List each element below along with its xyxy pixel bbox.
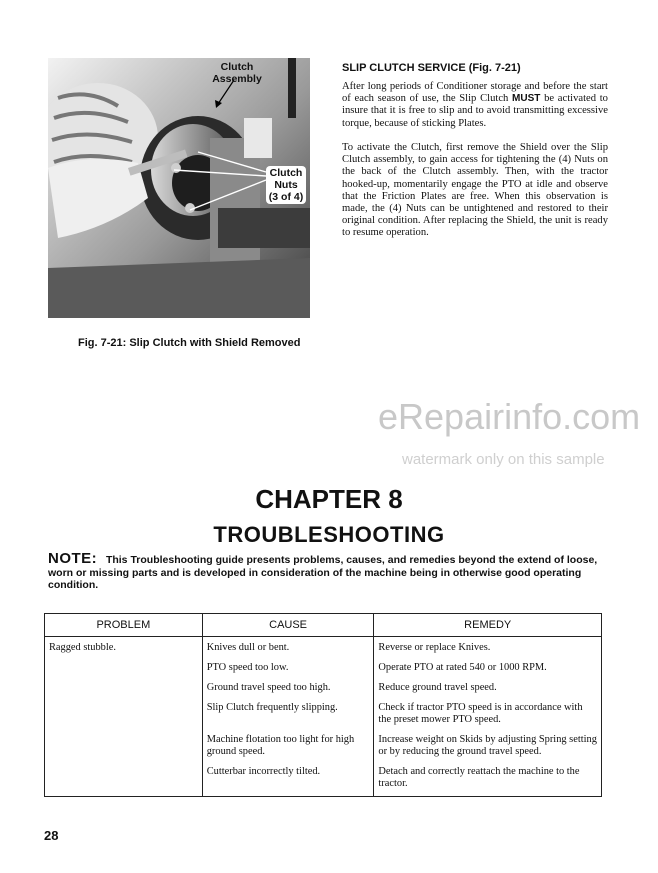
section-paragraph-2: To activate the Clutch, first remove the Shield over the Slip Clutch assembly, to gain access for tightening the (4) Nuts on the back of the Clutch assembly. Then, with the tractor hooked-up, momentarily engage the PTO at idle and observe that the Friction Plates are free. When this observation is made, the (4) Nuts can be untightened and restored to their original condition. After replacing the Shield, the unit is ready to resume operation.: [342, 142, 608, 239]
remedy-cell: Increase weight on Skids by adjusting Spring setting or by reducing the ground travel speed.: [374, 730, 602, 762]
problem-cell-empty: [45, 698, 203, 730]
page-number: 28: [44, 828, 59, 843]
section-paragraph-1: [342, 81, 608, 130]
note-text: This Troubleshooting guide presents problems, causes, and remedies beyond the extend of loose, worn or missing parts and is developed in consideration of the machine being in otherwise good operating condition.: [48, 554, 598, 591]
cause-cell: Cutterbar incorrectly tilted.: [202, 762, 374, 797]
problem-cell-empty: [45, 658, 203, 678]
table-row: [45, 762, 602, 797]
cause-cell: Knives dull or bent.: [202, 637, 374, 659]
callout-nuts-line1: Clutch: [269, 167, 303, 179]
table-row: [45, 658, 602, 678]
header-remedy: REMEDY: [374, 614, 602, 637]
problem-cell-empty: [45, 762, 203, 797]
chapter-title: CHAPTER 8: [255, 484, 403, 514]
table-header-row: [45, 614, 602, 637]
table-row: [45, 678, 602, 698]
section-title: SLIP CLUTCH SERVICE (Fig. 7-21): [342, 62, 521, 74]
remedy-cell: Check if tractor PTO speed is in accordance with the preset mower PTO speed.: [374, 698, 602, 730]
cause-cell: Machine flotation too light for high ground speed.: [202, 730, 374, 762]
remedy-cell: Reduce ground travel speed.: [374, 678, 602, 698]
callout-assembly-line2: Assembly: [212, 73, 262, 85]
para1-before: After long periods of Conditioner storage and before the start of each season of use, the Slip Clutch: [342, 81, 608, 105]
header-cause: CAUSE: [202, 614, 374, 637]
problem-cell-empty: [45, 730, 203, 762]
troubleshooting-table: [44, 613, 602, 797]
note-label: NOTE:: [48, 550, 98, 567]
frame-bracket: [244, 118, 272, 158]
header-problem: PROBLEM: [45, 614, 203, 637]
callout-assembly-line1: Clutch: [220, 61, 254, 73]
table-row: [45, 730, 602, 762]
problem-cell: Ragged stubble.: [45, 637, 203, 659]
callout-nuts-line3: (3 of 4): [268, 191, 304, 203]
remedy-cell: Detach and correctly reattach the machine to the tractor.: [374, 762, 602, 797]
watermark-main: eRepairinfo.com: [378, 396, 641, 437]
note-block: [48, 550, 608, 592]
watermark-sub: watermark only on this sample: [402, 451, 605, 468]
frame-rod: [288, 58, 296, 118]
problem-cell-empty: [45, 678, 203, 698]
callout-clutch-nuts: [266, 166, 306, 204]
drive-shaft: [218, 208, 310, 248]
remedy-cell: Operate PTO at rated 540 or 1000 RPM.: [374, 658, 602, 678]
callout-clutch-assembly: [205, 61, 269, 85]
callout-nuts-line2: Nuts: [274, 179, 298, 191]
figure-caption: Fig. 7-21: Slip Clutch with Shield Removed: [78, 337, 301, 349]
cause-cell: PTO speed too low.: [202, 658, 374, 678]
cause-cell: Ground travel speed too high.: [202, 678, 374, 698]
para1-after: be activated to insure that it is free to slip and to avoid transmitting excessive torque, because of sticking Plates.: [342, 93, 608, 129]
ground: [48, 258, 310, 318]
chapter-subtitle: TROUBLESHOOTING: [213, 522, 445, 547]
cause-cell: Slip Clutch frequently slipping.: [202, 698, 374, 730]
table-row: [45, 637, 602, 659]
table-row: [45, 698, 602, 730]
remedy-cell: Reverse or replace Knives.: [374, 637, 602, 659]
para1-bold: MUST: [512, 93, 541, 105]
